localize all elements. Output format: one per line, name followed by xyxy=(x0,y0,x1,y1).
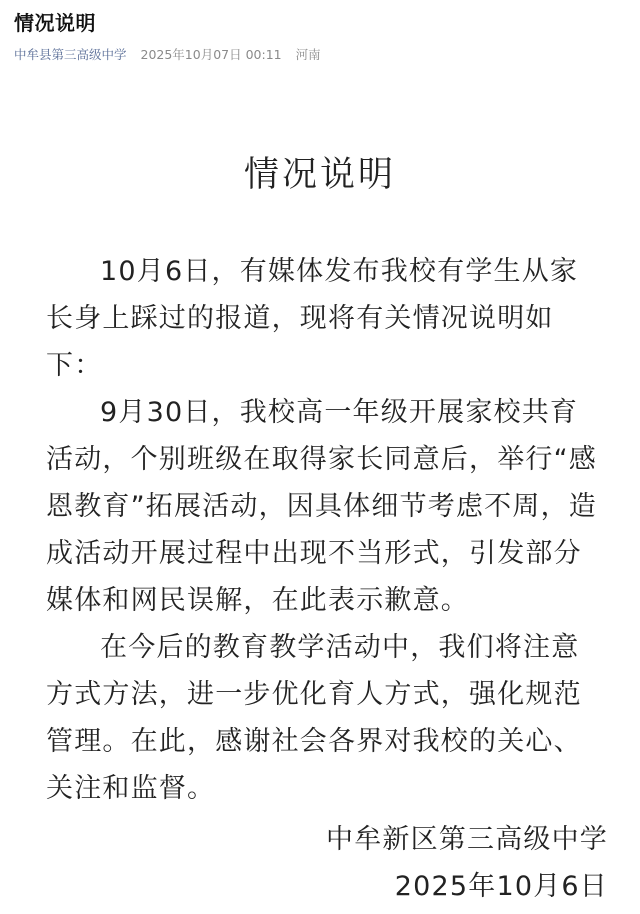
notice-body xyxy=(46,248,606,812)
notice-paragraph: 在今后的教育教学活动中，我们将注意方式方法，进一步优化育人方式，强化规范管理。在此，感谢社会各界对我校的关心、关注和监督。 xyxy=(46,632,582,804)
notice-paragraph: 9月30日，我校高一年级开展家校共育活动，个别班级在取得家长同意后，举行“感恩教育”拓展活动，因具体细节考虑不周，造成活动开展过程中出现不当形式，引发部分媒体和网民误解，在此表示歉意。 xyxy=(46,397,597,616)
signature-block xyxy=(326,816,608,910)
notice-paragraph: 10月6日，有媒体发布我校有学生从家长身上踩过的报道，现将有关情况说明如下： xyxy=(46,256,579,381)
article-meta xyxy=(14,46,626,64)
account-name-link[interactable]: 中牟县第三高级中学 xyxy=(14,47,127,62)
publish-location: 河南 xyxy=(295,47,321,62)
signature-date: 2025年10月6日 xyxy=(394,871,608,902)
article-title: 情况说明 xyxy=(14,11,96,35)
article-header xyxy=(14,6,626,64)
signature-org: 中牟新区第三高级中学 xyxy=(326,824,608,855)
notice-heading: 情况说明 xyxy=(243,155,396,195)
publish-datetime: 2025年10月07日 00:11 xyxy=(140,47,282,62)
notice-image xyxy=(0,120,640,914)
